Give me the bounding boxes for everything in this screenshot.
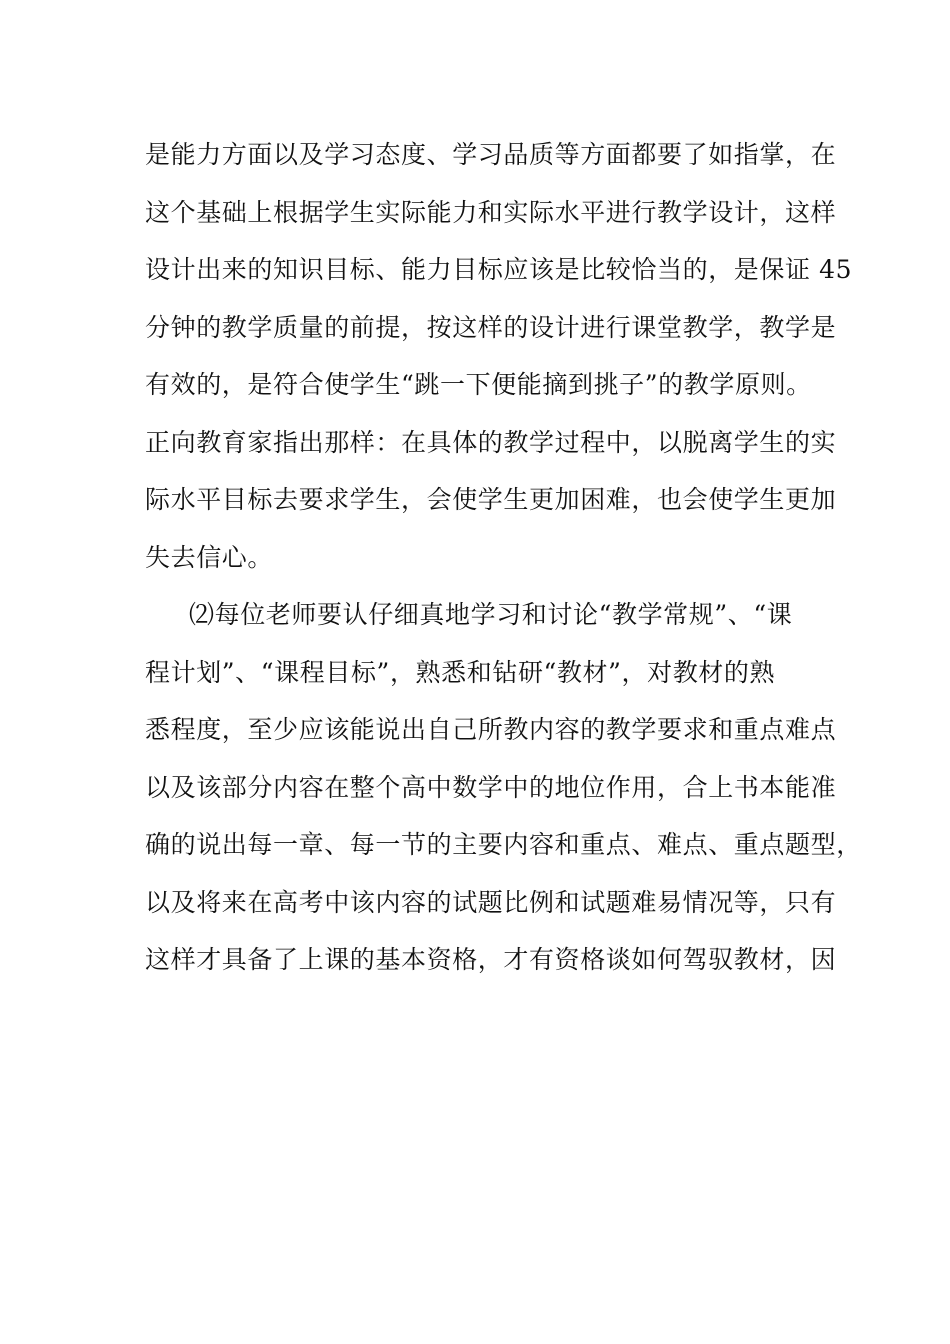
- text-line: 正向教育家指出那样：在具体的教学过程中，以脱离学生的实: [145, 427, 837, 457]
- text-line: 是能力方面以及学习态度、学习品质等方面都要了如指掌，在: [145, 140, 837, 169]
- text-line: 际水平目标去要求学生，会使学生更加困难，也会使学生更加: [145, 485, 837, 514]
- body-text: [145, 126, 862, 989]
- text-line: 设计出来的知识目标、能力目标应该是比较恰当的，是保证 45: [145, 255, 853, 284]
- paragraph-start-line: ⑵每位老师要认仔细真地学习和讨论“教学常规”、“课: [189, 600, 793, 629]
- text-line: 分钟的教学质量的前提，按这样的设计进行课堂教学，教学是: [145, 312, 837, 342]
- text-line: 以及该部分内容在整个高中数学中的地位作用，合上书本能准: [145, 772, 837, 802]
- text-line: 这样才具备了上课的基本资格，才有资格谈如何驾驭教材，因: [145, 945, 837, 974]
- text-line: 有效的，是符合使学生“跳一下便能摘到挑子”的教学原则。: [145, 370, 812, 399]
- text-line: 确的说出每一章、每一节的主要内容和重点、难点、重点题型，: [145, 830, 862, 859]
- text-line: 以及将来在高考中该内容的试题比例和试题难易情况等，只有: [145, 887, 837, 917]
- text-line: 这个基础上根据学生实际能力和实际水平进行教学设计，这样: [145, 197, 837, 227]
- text-line: 程计划”、“课程目标”，熟悉和钻研“教材”，对教材的熟: [145, 657, 776, 687]
- text-line: 悉程度，至少应该能说出自己所教内容的教学要求和重点难点: [145, 715, 837, 744]
- text-line: 失去信心。: [145, 542, 274, 572]
